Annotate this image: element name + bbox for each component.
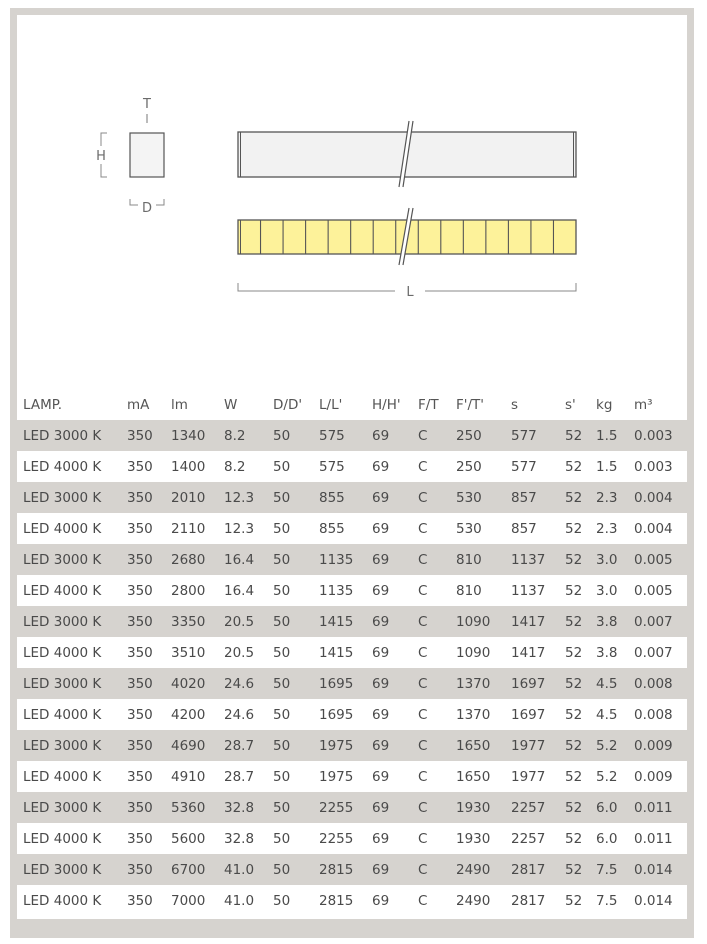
table-cell: 8.2: [224, 458, 246, 475]
table-cell: 28.7: [224, 768, 255, 785]
table-cell: 6.0: [596, 799, 618, 816]
table-cell: 350: [127, 458, 153, 475]
table-cell: 69: [372, 768, 390, 785]
table-cell: 1415: [319, 644, 354, 661]
table-cell: LED 4000 K: [23, 768, 102, 785]
table-cell: 575: [319, 458, 345, 475]
table-cell: 1930: [456, 830, 491, 847]
table-cell: 3.0: [596, 551, 618, 568]
table-cell: C: [418, 830, 428, 847]
table-cell: 1415: [319, 613, 354, 630]
table-cell: 1370: [456, 675, 491, 692]
table-cell: 5.2: [596, 768, 618, 785]
table-row: [17, 761, 687, 792]
table-cell: 810: [456, 582, 482, 599]
table-cell: 16.4: [224, 551, 255, 568]
table-cell: 0.005: [634, 551, 673, 568]
table-cell: C: [418, 458, 428, 475]
table-cell: 0.014: [634, 892, 673, 909]
column-header: L/L': [319, 396, 343, 413]
table-cell: 52: [565, 799, 583, 816]
table-cell: 7.5: [596, 892, 618, 909]
table-cell: 50: [273, 427, 291, 444]
table-cell: 50: [273, 706, 291, 723]
table-cell: 52: [565, 427, 583, 444]
label-l: L: [406, 285, 414, 300]
table-cell: 20.5: [224, 613, 255, 630]
table-cell: 0.009: [634, 768, 673, 785]
table-cell: 2110: [171, 520, 206, 537]
table-cell: 2817: [511, 861, 546, 878]
table-row: [17, 668, 687, 699]
table-cell: LED 4000 K: [23, 582, 102, 599]
table-cell: C: [418, 706, 428, 723]
table-cell: 250: [456, 427, 482, 444]
table-cell: C: [418, 644, 428, 661]
table-cell: 24.6: [224, 675, 255, 692]
table-cell: 52: [565, 675, 583, 692]
table-cell: 350: [127, 613, 153, 630]
table-cell: 69: [372, 830, 390, 847]
table-cell: 50: [273, 458, 291, 475]
table-cell: 12.3: [224, 489, 255, 506]
page-frame: [10, 8, 694, 938]
table-cell: 0.004: [634, 489, 673, 506]
table-cell: 52: [565, 458, 583, 475]
table-cell: 350: [127, 675, 153, 692]
table-cell: 28.7: [224, 737, 255, 754]
table-row: [17, 513, 687, 544]
table-cell: 4.5: [596, 706, 618, 723]
table-cell: C: [418, 427, 428, 444]
column-header: D/D': [273, 396, 303, 413]
table-cell: 4910: [171, 768, 206, 785]
table-cell: 69: [372, 861, 390, 878]
table-cell: C: [418, 520, 428, 537]
table-cell: 50: [273, 613, 291, 630]
table-cell: 0.003: [634, 458, 673, 475]
content-panel: [17, 15, 687, 919]
table-cell: 5.2: [596, 737, 618, 754]
table-cell: 350: [127, 551, 153, 568]
table-cell: 1400: [171, 458, 206, 475]
table-row: [17, 854, 687, 885]
table-cell: 2.3: [596, 520, 618, 537]
table-cell: 350: [127, 799, 153, 816]
table-cell: 52: [565, 489, 583, 506]
table-cell: 1930: [456, 799, 491, 816]
table-cell: C: [418, 551, 428, 568]
table-cell: 7.5: [596, 861, 618, 878]
table-cell: 1.5: [596, 458, 618, 475]
table-cell: 2815: [319, 861, 354, 878]
table-cell: 1090: [456, 613, 491, 630]
table-cell: 50: [273, 675, 291, 692]
table-cell: 3.8: [596, 613, 618, 630]
table-cell: 69: [372, 892, 390, 909]
table-cell: 1135: [319, 582, 354, 599]
table-cell: 20.5: [224, 644, 255, 661]
table-cell: 0.004: [634, 520, 673, 537]
table-cell: 52: [565, 768, 583, 785]
table-cell: 6700: [171, 861, 206, 878]
table-cell: 50: [273, 830, 291, 847]
table-cell: 1975: [319, 768, 354, 785]
table-cell: 1977: [511, 737, 546, 754]
table-cell: LED 3000 K: [23, 613, 102, 630]
table-cell: 1137: [511, 582, 546, 599]
table-cell: 350: [127, 830, 153, 847]
table-cell: 8.2: [224, 427, 246, 444]
table-cell: 4020: [171, 675, 206, 692]
table-cell: LED 4000 K: [23, 458, 102, 475]
table-cell: 350: [127, 644, 153, 661]
table-cell: 350: [127, 768, 153, 785]
table-cell: 69: [372, 582, 390, 599]
table-cell: 69: [372, 706, 390, 723]
table-cell: 0.009: [634, 737, 673, 754]
table-cell: 575: [319, 427, 345, 444]
table-cell: 810: [456, 551, 482, 568]
table-cell: 3510: [171, 644, 206, 661]
table-cell: 350: [127, 706, 153, 723]
table-cell: LED 3000 K: [23, 861, 102, 878]
table-cell: 52: [565, 737, 583, 754]
table-cell: LED 4000 K: [23, 892, 102, 909]
label-t: T: [143, 97, 151, 112]
table-row: [17, 885, 687, 916]
table-cell: LED 3000 K: [23, 427, 102, 444]
table-cell: 50: [273, 520, 291, 537]
table-cell: 2.3: [596, 489, 618, 506]
table-cell: 0.005: [634, 582, 673, 599]
table-cell: 6.0: [596, 830, 618, 847]
cross-section: [130, 133, 164, 177]
table-row: [17, 575, 687, 606]
table-row: [17, 544, 687, 575]
table-cell: 1697: [511, 675, 546, 692]
table-cell: 2257: [511, 830, 546, 847]
table-cell: LED 3000 K: [23, 675, 102, 692]
table-cell: 69: [372, 613, 390, 630]
table-cell: 52: [565, 892, 583, 909]
table-cell: 2257: [511, 799, 546, 816]
table-row: [17, 451, 687, 482]
table-row: [17, 823, 687, 854]
table-cell: 1695: [319, 706, 354, 723]
specs-table: [17, 389, 687, 916]
column-header: F/T: [418, 396, 439, 413]
table-cell: 7000: [171, 892, 206, 909]
table-cell: 50: [273, 799, 291, 816]
table-cell: 350: [127, 582, 153, 599]
table-cell: 24.6: [224, 706, 255, 723]
table-cell: C: [418, 768, 428, 785]
table-cell: LED 3000 K: [23, 799, 102, 816]
column-header: m³: [634, 396, 653, 413]
table-body: [17, 420, 687, 916]
table-cell: LED 4000 K: [23, 520, 102, 537]
table-cell: 69: [372, 644, 390, 661]
table-cell: C: [418, 892, 428, 909]
table-cell: 1090: [456, 644, 491, 661]
table-cell: 855: [319, 520, 345, 537]
table-cell: 1417: [511, 613, 546, 630]
table-cell: 69: [372, 427, 390, 444]
table-cell: 0.011: [634, 830, 673, 847]
table-cell: C: [418, 861, 428, 878]
table-cell: 1697: [511, 706, 546, 723]
table-header-row: [17, 389, 687, 420]
table-cell: 2800: [171, 582, 206, 599]
table-cell: 857: [511, 520, 537, 537]
table-cell: LED 4000 K: [23, 644, 102, 661]
table-cell: 250: [456, 458, 482, 475]
table-cell: C: [418, 737, 428, 754]
table-cell: LED 4000 K: [23, 830, 102, 847]
table-cell: 12.3: [224, 520, 255, 537]
table-cell: 855: [319, 489, 345, 506]
column-header: lm: [171, 396, 188, 413]
table-row: [17, 730, 687, 761]
table-cell: 0.008: [634, 675, 673, 692]
table-cell: 350: [127, 427, 153, 444]
table-cell: 530: [456, 520, 482, 537]
table-cell: 2817: [511, 892, 546, 909]
column-header: LAMP.: [23, 396, 63, 413]
table-cell: 5360: [171, 799, 206, 816]
table-cell: 50: [273, 737, 291, 754]
table-cell: 577: [511, 427, 537, 444]
table-cell: 50: [273, 861, 291, 878]
column-header: W: [224, 396, 238, 413]
table-cell: 3350: [171, 613, 206, 630]
table-cell: 2010: [171, 489, 206, 506]
table-cell: C: [418, 582, 428, 599]
table-cell: 857: [511, 489, 537, 506]
table-cell: 50: [273, 644, 291, 661]
column-header: mA: [127, 396, 150, 413]
table-cell: 41.0: [224, 892, 255, 909]
table-cell: 0.007: [634, 613, 673, 630]
table-cell: 350: [127, 892, 153, 909]
table-cell: LED 3000 K: [23, 737, 102, 754]
table-cell: 2490: [456, 861, 491, 878]
table-cell: 52: [565, 582, 583, 599]
table-cell: 3.8: [596, 644, 618, 661]
table-cell: 350: [127, 520, 153, 537]
table-cell: 4200: [171, 706, 206, 723]
table-cell: 1.5: [596, 427, 618, 444]
table-cell: C: [418, 613, 428, 630]
table-cell: 1137: [511, 551, 546, 568]
table-cell: 1370: [456, 706, 491, 723]
table-cell: 1695: [319, 675, 354, 692]
table-cell: 1650: [456, 768, 491, 785]
table-cell: 1977: [511, 768, 546, 785]
table-cell: 2815: [319, 892, 354, 909]
table-cell: 350: [127, 489, 153, 506]
table-cell: 69: [372, 520, 390, 537]
table-cell: 577: [511, 458, 537, 475]
table-cell: 530: [456, 489, 482, 506]
table-cell: 2680: [171, 551, 206, 568]
table-cell: 69: [372, 551, 390, 568]
table-row: [17, 699, 687, 730]
technical-drawing: [17, 15, 687, 387]
table-cell: LED 3000 K: [23, 489, 102, 506]
table-cell: LED 4000 K: [23, 706, 102, 723]
column-header: H/H': [372, 396, 401, 413]
table-cell: 1135: [319, 551, 354, 568]
table-cell: 52: [565, 644, 583, 661]
column-header: s': [565, 396, 576, 413]
table-cell: 0.007: [634, 644, 673, 661]
table-row: [17, 637, 687, 668]
table-cell: 5600: [171, 830, 206, 847]
table-cell: 0.008: [634, 706, 673, 723]
table-cell: 32.8: [224, 799, 255, 816]
column-header: kg: [596, 396, 613, 413]
table-cell: C: [418, 489, 428, 506]
table-cell: 2255: [319, 830, 354, 847]
table-cell: 1650: [456, 737, 491, 754]
table-cell: 69: [372, 737, 390, 754]
table-cell: 69: [372, 675, 390, 692]
table-cell: 4690: [171, 737, 206, 754]
table-cell: C: [418, 675, 428, 692]
table-cell: 69: [372, 799, 390, 816]
luminaire-drawing: [17, 15, 687, 387]
table-row: [17, 606, 687, 637]
table-cell: C: [418, 799, 428, 816]
table-cell: 50: [273, 892, 291, 909]
table-cell: 41.0: [224, 861, 255, 878]
table-cell: 52: [565, 551, 583, 568]
table-cell: 50: [273, 582, 291, 599]
column-header: F'/T': [456, 396, 484, 413]
table-cell: 0.011: [634, 799, 673, 816]
table-cell: 1975: [319, 737, 354, 754]
label-h: H: [96, 149, 106, 164]
table-cell: 350: [127, 737, 153, 754]
table-cell: 52: [565, 613, 583, 630]
table-cell: 52: [565, 520, 583, 537]
column-header: s: [511, 396, 519, 413]
label-d: D: [141, 201, 153, 216]
table-cell: LED 3000 K: [23, 551, 102, 568]
table-row: [17, 482, 687, 513]
table-cell: 50: [273, 489, 291, 506]
table-cell: 69: [372, 489, 390, 506]
table-row: [17, 792, 687, 823]
table-cell: 69: [372, 458, 390, 475]
table-cell: 2255: [319, 799, 354, 816]
table-row: [17, 420, 687, 451]
table-cell: 52: [565, 830, 583, 847]
table-cell: 50: [273, 551, 291, 568]
table-cell: 350: [127, 861, 153, 878]
table-cell: 50: [273, 768, 291, 785]
table-cell: 52: [565, 706, 583, 723]
table-cell: 52: [565, 861, 583, 878]
table-cell: 4.5: [596, 675, 618, 692]
table-cell: 2490: [456, 892, 491, 909]
table-cell: 1340: [171, 427, 206, 444]
table-cell: 32.8: [224, 830, 255, 847]
table-cell: 1417: [511, 644, 546, 661]
table-cell: 16.4: [224, 582, 255, 599]
table-cell: 0.003: [634, 427, 673, 444]
table-cell: 3.0: [596, 582, 618, 599]
table-cell: 0.014: [634, 861, 673, 878]
